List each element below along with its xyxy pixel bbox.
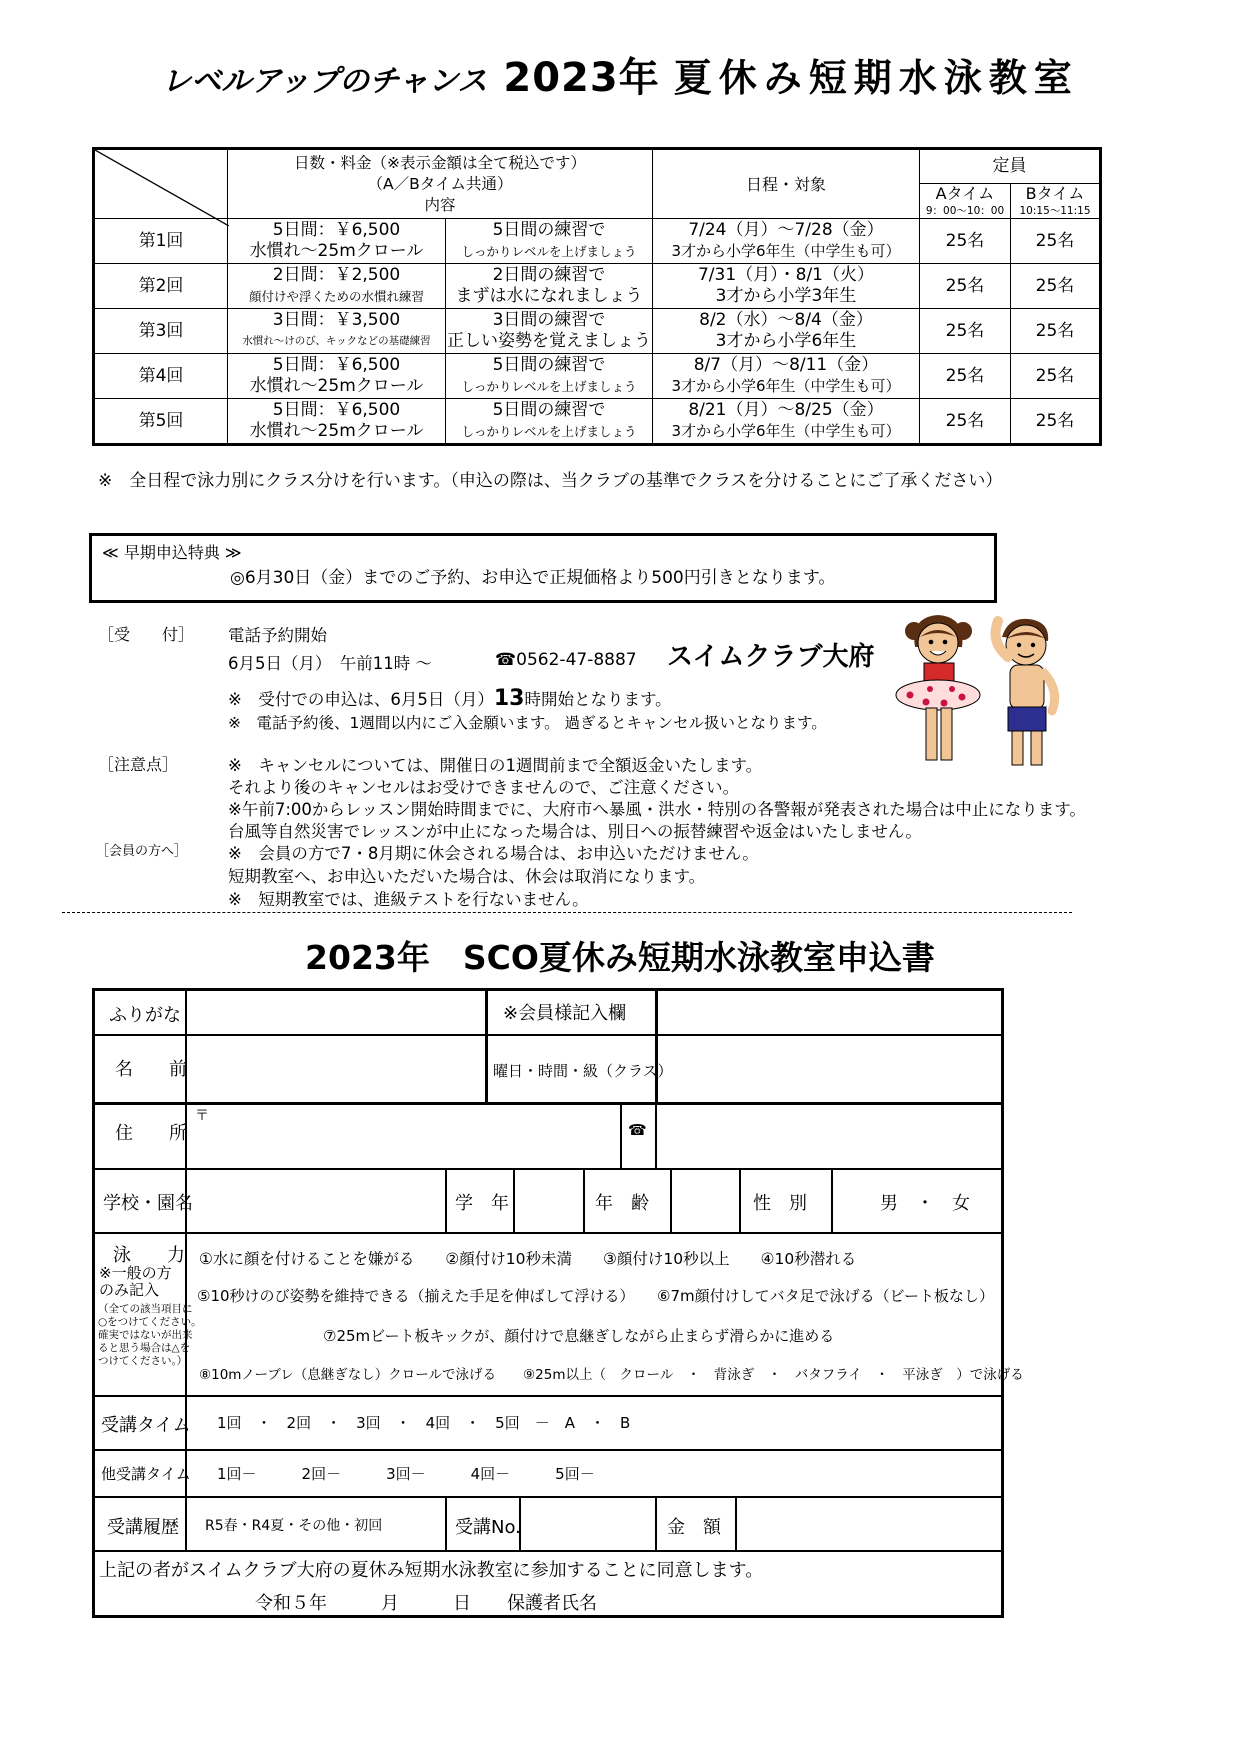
phone-number: ☎0562-47-8887 xyxy=(495,650,637,670)
reception-note1: ※ 受付での申込は、6月5日（月）13時開始となります。 xyxy=(228,686,672,711)
age-label: 年 齢 xyxy=(595,1193,649,1214)
address-label: 住 所 xyxy=(115,1123,187,1144)
members-line: ※ 短期教室では、進級テストを行ないません。 xyxy=(228,890,589,909)
reception-label: ［受 付］ xyxy=(98,625,195,644)
table-row: 第4回 5日間：￥6,500 水慣れ～25mクロール 5日間の練習で しっかりレベルを上げましょう 8/7（月）～8/11（金） 3才から小学6年生（中学生も可） 25名 25名 xyxy=(94,354,1101,399)
ability-hint: （全ての該当項目に ○をつけてください。 確実ではないが出来 ると思う場合は△を つけてください。） xyxy=(98,1303,202,1367)
corner-cell xyxy=(94,149,228,219)
guardian-name-field[interactable] xyxy=(575,1581,995,1615)
club-name: スイムクラブ大府 xyxy=(667,642,875,672)
ability-note: ※一般の方 のみ記入 xyxy=(99,1264,172,1299)
name-field[interactable] xyxy=(187,1035,485,1102)
postal-mark: 〒 xyxy=(195,1108,209,1124)
lesson-time-label: 受講タイム xyxy=(101,1415,191,1436)
cut-line-divider xyxy=(62,912,1072,913)
lesson-no-label: 受講No. xyxy=(455,1517,521,1538)
other-time-label: 他受講タイム xyxy=(101,1465,191,1483)
ability-option-row[interactable]: ⑦25mビート板キックが、顔付けで息継ぎしながら止まらず滑らかに進める xyxy=(323,1327,835,1345)
early-bird-box xyxy=(89,533,997,603)
history-options[interactable]: R5春・R4夏・その他・初回 xyxy=(205,1518,383,1534)
reception-line2: 6月5日（月） 午前11時 ～ xyxy=(228,654,432,673)
grade-field[interactable] xyxy=(515,1170,583,1232)
date-guardian-line: 令和５年 月 日 保護者氏名 xyxy=(255,1593,597,1614)
phone-field[interactable] xyxy=(657,1104,997,1168)
capacity-header: 定員 xyxy=(920,149,1101,184)
sex-options[interactable]: 男 ・ 女 xyxy=(880,1193,970,1214)
reception-note2: ※ 電話予約後、1週間以内にご入金願います。 過ぎるとキャンセル扱いとなります。 xyxy=(228,714,827,732)
b-time-header: Bタイム 10:15～11:15 xyxy=(1011,184,1101,219)
fee-header: 日数・料金（※表示金額は全て税込です） （A／Bタイム共通） 内容 xyxy=(228,149,653,219)
caution-line: それより後のキャンセルはお受けできませんので、ご注意ください。 xyxy=(228,778,740,797)
dates-header: 日程・対象 xyxy=(653,149,920,219)
round-label: 第4回 xyxy=(94,354,228,399)
school-label: 学校・園名 xyxy=(103,1193,193,1214)
amount-label: 金 額 xyxy=(667,1517,721,1538)
round-label: 第5回 xyxy=(94,399,228,445)
title-year: 2023年 xyxy=(503,55,660,101)
caution-line: 台風等自然災害でレッスンが中止になった場合は、別日への振替練習や返金はいたしません。 xyxy=(228,822,922,841)
caution-line: ※午前7:00からレッスン開始時間までに、大府市へ暴風・洪水・特別の各警報が発表された場合は中止になります。 xyxy=(228,800,1086,819)
round-label: 第2回 xyxy=(94,264,228,309)
sex-label: 性 別 xyxy=(753,1193,807,1214)
diagonal-line xyxy=(95,150,229,226)
table-row: 第1回 5日間：￥6,500 水慣れ～25mクロール 5日間の練習で しっかりレベルを上げましょう 7/24（月）～7/28（金） 3才から小学6年生（中学生も可） 25名 25名 xyxy=(94,219,1101,264)
amount-field[interactable] xyxy=(737,1498,997,1550)
schedule-table xyxy=(92,147,1102,446)
members-label: ［会員の方へ］ xyxy=(96,844,188,859)
name-label: 名 前 xyxy=(115,1059,187,1080)
title-main: 夏休み短期水泳教室 xyxy=(673,56,1079,100)
ability-option-row[interactable]: ⑧10mノーブレ（息継ぎなし）クロールで泳げる ⑨25m以上（ クロール ・ 背泳ぎ ・ バタフライ ・ 平泳ぎ ）で泳げる xyxy=(199,1367,1024,1383)
lesson-time-options[interactable]: 1回 ・ 2回 ・ 3回 ・ 4回 ・ 5回 － A ・ B xyxy=(217,1414,631,1432)
members-line: ※ 会員の方で7・8月期に休会される場合は、お申込いただけません。 xyxy=(228,844,759,863)
phone-icon: ☎ xyxy=(628,1121,647,1139)
furigana-label: ふりがな xyxy=(109,1005,181,1026)
caution-line: ※ キャンセルについては、開催日の1週間前まで全額返金いたします。 xyxy=(228,756,763,775)
table-row: 第3回 3日間：￥3,500 水慣れ～けのび、キックなどの基礎練習 3日間の練習で 正しい姿勢を覚えましょう 8/2（水）～8/4（金） 3才から小学6年生 25名 25名 xyxy=(94,309,1101,354)
round-label: 第3回 xyxy=(94,309,228,354)
lesson-no-field[interactable] xyxy=(521,1498,655,1550)
kids-swimmers-illustration xyxy=(880,607,1080,782)
title-lead: レベルアップのチャンス xyxy=(161,64,488,99)
application-form xyxy=(92,988,1024,1618)
member-entry-field[interactable] xyxy=(658,991,998,1102)
page-title xyxy=(0,46,1240,103)
history-label: 受講履歴 xyxy=(107,1517,179,1538)
member-section-sublabel: 曜日・時間・級（クラス） xyxy=(493,1062,673,1080)
age-field[interactable] xyxy=(672,1170,739,1232)
table-row: 第2回 2日間：￥2,500 顔付けや浮くための水慣れ練習 2日間の練習で まずは水になれましょう 7/31（月）・8/1（火） 3才から小学3年生 25名 25名 xyxy=(94,264,1101,309)
caution-label: ［注意点］ xyxy=(98,755,179,774)
members-line: 短期教室へ、お申込いただいた場合は、休会は取消になります。 xyxy=(228,867,706,886)
round-label: 第1回 xyxy=(94,219,228,264)
consent-text: 上記の者がスイムクラブ大府の夏休み短期水泳教室に参加することに同意します。 xyxy=(99,1560,764,1581)
early-bird-title: ≪ 早期申込特典 ≫ xyxy=(102,543,242,562)
furigana-field[interactable] xyxy=(187,991,485,1034)
a-time-header: Aタイム 9：00～10：00 xyxy=(920,184,1011,219)
grade-label: 学 年 xyxy=(455,1193,509,1214)
school-field[interactable] xyxy=(187,1170,445,1232)
class-note: ※ 全日程で泳力別にクラス分けを行います。（申込の際は、当クラブの基準でクラスを分けることにご了承ください） xyxy=(98,471,1003,491)
ability-label: 泳 力 xyxy=(113,1245,185,1266)
member-section-label: ※会員様記入欄 xyxy=(503,1003,627,1024)
ability-option-row[interactable]: ①水に顔を付けることを嫌がる ②顔付け10秒未満 ③顔付け10秒以上 ④10秒潜れる xyxy=(199,1250,857,1268)
other-time-options[interactable]: 1回－ 2回－ 3回－ 4回－ 5回－ xyxy=(217,1465,595,1483)
form-title: 2023年 SCO夏休み短期水泳教室申込書 xyxy=(305,938,935,977)
address-field[interactable] xyxy=(187,1105,620,1168)
table-row: 第5回 5日間：￥6,500 水慣れ～25mクロール 5日間の練習で しっかりレベルを上げましょう 8/21（月）～8/25（金） 3才から小学6年生（中学生も可） 25名 25名 xyxy=(94,399,1101,445)
reception-line1: 電話予約開始 xyxy=(228,626,327,645)
early-bird-body: ◎6月30日（金）までのご予約、お申込で正規価格より500円引きとなります。 xyxy=(230,568,836,588)
ability-option-row[interactable]: ⑤10秒けのび姿勢を維持できる（揃えた手足を伸ばして浮ける） ⑥7m顔付けしてバタ足で泳げる（ビート板なし） xyxy=(197,1287,995,1305)
